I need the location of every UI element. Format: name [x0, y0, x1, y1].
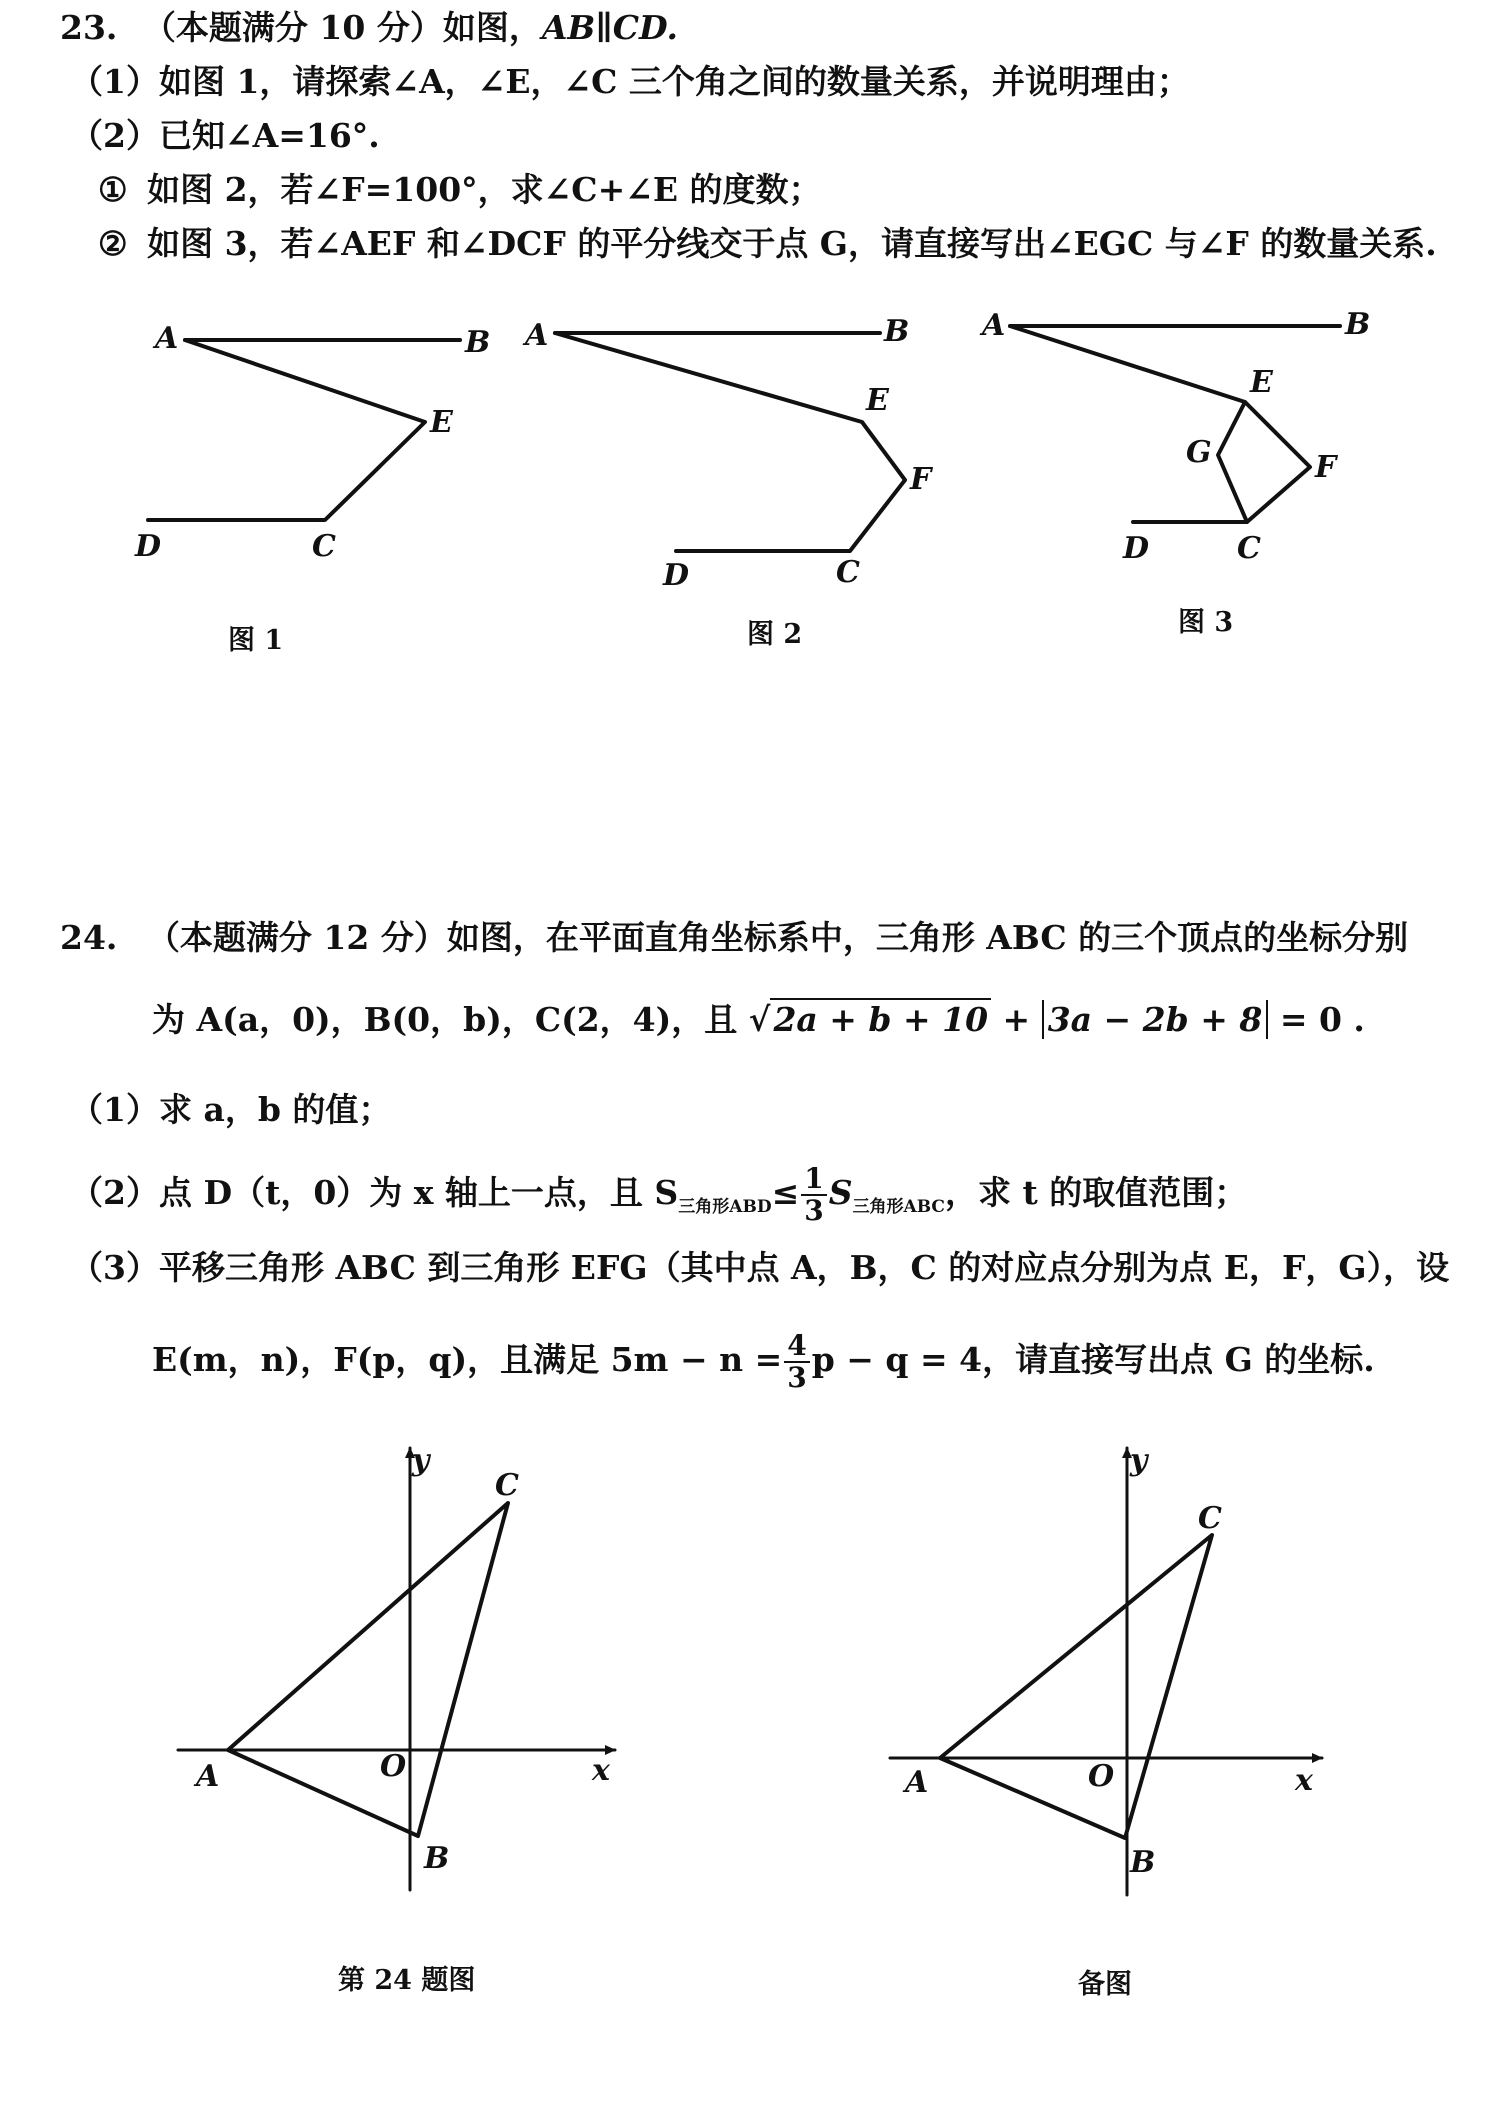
- q23-part2a-text: 如图 2，若∠F=100°，求∠C+∠E 的度数；: [147, 170, 822, 209]
- q23-part2b-label: ②: [98, 224, 128, 263]
- spare-label-c: C: [1198, 1501, 1222, 1536]
- q24-part3-label: （3）: [70, 1248, 159, 1287]
- fig2-path-aefc: [555, 333, 905, 551]
- q24-part3-text: 平移三角形 ABC 到三角形 EFG（其中点 A，B，C 的对应点分别为点 E，F，G），设: [158, 1248, 1450, 1287]
- q23-figures: [0, 0, 1492, 700]
- q23-part2b-text: 如图 3，若∠AEF 和∠DCF 的平分线交于点 G，请直接写出∠EGC 与∠F 的数量关系.: [147, 224, 1437, 263]
- q24-part3-condition-start: E(m，n)，F(p，q)，且满足 5m − n =: [152, 1340, 783, 1379]
- q24-part2-label: （2）: [70, 1173, 159, 1212]
- fig2-label-d: D: [663, 558, 690, 593]
- fig3-label-e: E: [1250, 365, 1273, 400]
- fig3-caption: 图 3: [1178, 607, 1234, 638]
- q24-part1: [70, 1090, 391, 1130]
- fig3-label-c: C: [1237, 531, 1261, 566]
- q23-part2-text: 已知∠A=16°.: [158, 116, 380, 155]
- q24-part3: [70, 1248, 1449, 1288]
- spare-label-o: O: [1088, 1759, 1115, 1794]
- fig2-label-e: E: [866, 383, 889, 418]
- q23-part2-label: （2）: [70, 116, 159, 155]
- q23-intro: （本题满分 10 分）如图，: [142, 8, 542, 47]
- fig3-label-f: F: [1315, 450, 1337, 485]
- fig1-label-a: A: [155, 321, 179, 356]
- main-label-y: y: [412, 1443, 430, 1478]
- q24-main-figure: [178, 1448, 615, 1890]
- fraction-denominator: 3: [787, 1361, 807, 1394]
- fig2-caption: 图 2: [747, 619, 803, 650]
- q23-part1-label: （1）: [70, 62, 159, 101]
- fig2-label-b: B: [884, 314, 910, 349]
- fig2-label-f: F: [910, 462, 932, 497]
- q24-part1-text: 求 a，b 的值；: [158, 1090, 392, 1129]
- fig3-bisectors-g: [1218, 402, 1247, 522]
- q24-part3-condition: [152, 1329, 1375, 1394]
- fig1-label-c: C: [312, 529, 336, 564]
- main-label-x: x: [592, 1753, 610, 1788]
- fraction-numerator: 1: [801, 1165, 826, 1196]
- q24-sqrt-expression: 2a + b + 10: [770, 998, 991, 1039]
- fig2-label-c: C: [836, 555, 860, 590]
- fig1-label-b: B: [465, 325, 491, 360]
- q24-coords: 为 A(a，0)，B(0，b)，C(2，4)，且: [152, 1000, 738, 1039]
- q24-part1-label: （1）: [70, 1090, 159, 1129]
- spare-label-x: x: [1295, 1763, 1313, 1798]
- fig1-caption: 图 1: [228, 625, 284, 656]
- fig3-label-g: G: [1186, 435, 1212, 470]
- q24-spare-figure: [890, 1448, 1322, 1895]
- fig3-path-aefc: [1010, 326, 1310, 522]
- spare-label-b: B: [1130, 1845, 1156, 1880]
- q24-fraction-one-third: [801, 1162, 826, 1227]
- q23-part1-text: 如图 1，请探索∠A，∠E，∠C 三个角之间的数量关系，并说明理由；: [158, 62, 1190, 101]
- main-label-c: C: [495, 1468, 519, 1503]
- main-label-o: O: [380, 1749, 407, 1784]
- fig3-label-b: B: [1345, 307, 1371, 342]
- fig3-label-d: D: [1123, 531, 1150, 566]
- q24-fig-caption: 第 24 题图: [338, 1965, 476, 1996]
- q23-part2a-label: ①: [98, 170, 128, 209]
- q24-part2-text-start: 点 D（t，0）为 x 轴上一点，且 S: [158, 1173, 679, 1212]
- q23-number: 23.: [60, 8, 118, 47]
- q24-part2-subscript-abc: 三角形ABC: [852, 1197, 945, 1217]
- main-triangle-abc: [228, 1503, 508, 1836]
- q23-given: AB∥CD.: [541, 8, 678, 47]
- q24-part2-subscript-abd: 三角形ABD: [678, 1197, 772, 1217]
- q24-part3-condition-end: p − q = 4，请直接写出点 G 的坐标.: [811, 1340, 1375, 1379]
- q24-part2: [70, 1162, 1248, 1227]
- q24-plus: +: [1002, 1000, 1031, 1039]
- fig3-label-a: A: [982, 308, 1006, 343]
- fig1-label-d: D: [135, 529, 162, 564]
- fig1-path-aec: [148, 340, 425, 520]
- fraction-numerator: 4: [784, 1332, 809, 1363]
- q24-part2-le: ≤: [771, 1173, 800, 1212]
- fraction-denominator: 3: [804, 1194, 824, 1227]
- q24-spare-caption: 备图: [1078, 1969, 1132, 2000]
- fig1-label-e: E: [430, 405, 453, 440]
- main-label-b: B: [424, 1841, 450, 1876]
- spare-label-y: y: [1130, 1443, 1148, 1478]
- spare-triangle-abc: [940, 1535, 1212, 1838]
- q24-condition: 为 A(a，0)，B(0，b)，C(2，4)，且 √2a + b + 10 + 3a − 2b + 8 = 0 .: [152, 1000, 1365, 1039]
- q24-intro: （本题满分 12 分）如图，在平面直角坐标系中，三角形 ABC 的三个顶点的坐标分别: [146, 918, 1409, 957]
- main-label-a: A: [196, 1759, 220, 1794]
- fig2-label-a: A: [525, 318, 549, 353]
- q24-number: 24.: [60, 918, 118, 957]
- q24-abs-expression: 3a − 2b + 8: [1042, 1000, 1269, 1039]
- spare-label-a: A: [905, 1765, 929, 1800]
- q24-header: [60, 918, 1408, 958]
- q24-fraction-four-thirds: [784, 1329, 809, 1394]
- q24-eq-zero: = 0 .: [1279, 1000, 1365, 1039]
- q24-part2-text-end: ，求 t 的取值范围；: [944, 1173, 1248, 1212]
- q24-part2-s: S: [828, 1173, 853, 1212]
